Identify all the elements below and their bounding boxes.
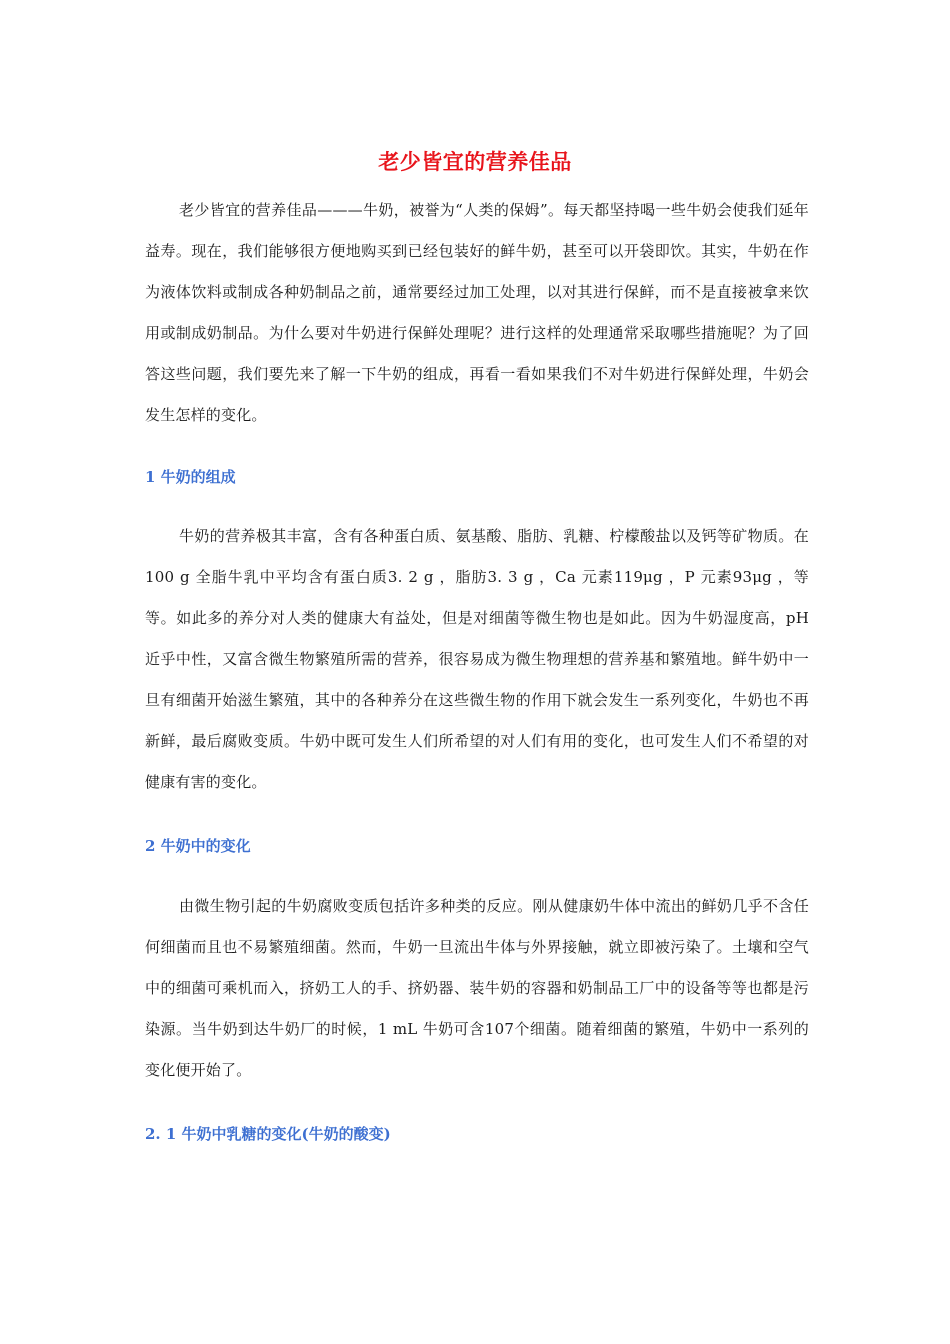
- intro-paragraph: 老少皆宜的营养佳品———牛奶，被誉为“人类的保姆”。每天都坚持喝一些牛奶会使我们延年益寿。现在，我们能够很方便地购买到已经包装好的鲜牛奶，甚至可以开袋即饮。其实，牛奶在作为液体饮料或制成各种奶制品之前，通常要经过加工处理，以对其进行保鲜，而不是直接被拿来饮用或制成奶制品。为什么要对牛奶进行保鲜处理呢？进行这样的处理通常采取哪些措施呢？为了回答这些问题，我们要先来了解一下牛奶的组成，再看一看如果我们不对牛奶进行保鲜处理，牛奶会发生怎样的变化。: [145, 201, 809, 424]
- section-heading-composition: 1 牛奶的组成: [145, 468, 236, 486]
- composition-paragraph: 牛奶的营养极其丰富，含有各种蛋白质、氨基酸、脂肪、乳糖、柠檬酸盐以及钙等矿物质。在100 g 全脂牛乳中平均含有蛋白质3. 2 g ，脂肪3. 3 g ，Ca 元素119μg ，P 元素93μg ，等等。如此多的养分对人类的健康大有益处，但是对细菌等微生物也是如此。因为牛奶湿度高，pH 近乎中性，又富含微生物繁殖所需的营养，很容易成为微生物理想的营养基和繁殖地。鲜牛奶中一旦有细菌开始滋生繁殖，其中的各种养分在这些微生物的作用下就会发生一系列变化，牛奶也不再新鲜，最后腐败变质。牛奶中既可发生人们所希望的对人们有用的变化，也可发生人们不希望的对健康有害的变化。: [145, 527, 809, 791]
- section-heading-changes: 2 牛奶中的变化: [145, 837, 251, 855]
- changes-paragraph: 由微生物引起的牛奶腐败变质包括许多种类的反应。刚从健康奶牛体中流出的鲜奶几乎不含任何细菌而且也不易繁殖细菌。然而，牛奶一旦流出牛体与外界接触，就立即被污染了。土壤和空气中的细菌可乘机而入，挤奶工人的手、挤奶器、装牛奶的容器和奶制品工厂中的设备等等也都是污染源。当牛奶到达牛奶厂的时候，1 mL 牛奶可含107个细菌。随着细菌的繁殖，牛奶中一系列的变化便开始了。: [145, 897, 809, 1079]
- document-title: 老少皆宜的营养佳品: [378, 150, 572, 175]
- subsection-heading-lactose: 2. 1 牛奶中乳糖的变化(牛奶的酸变): [145, 1125, 391, 1143]
